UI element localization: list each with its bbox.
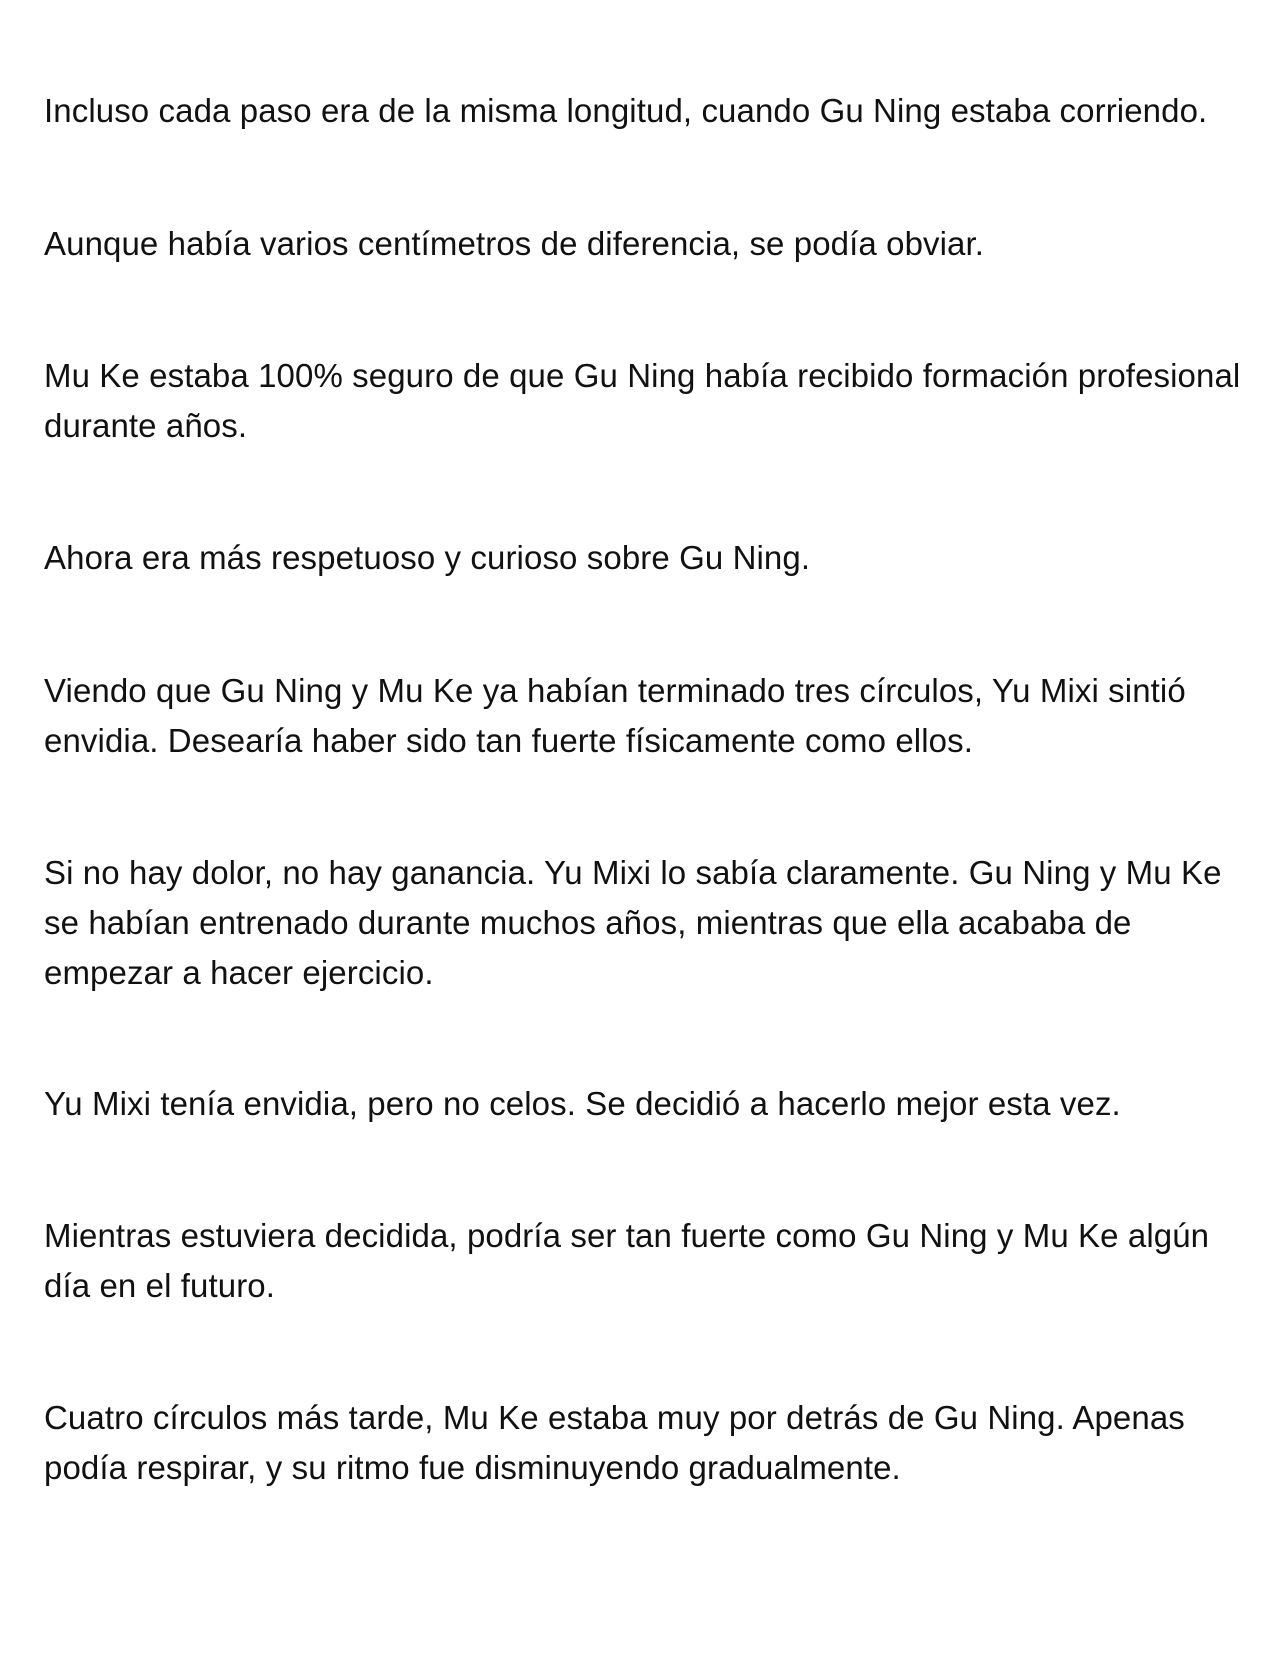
paragraph-4: Ahora era más respetuoso y curioso sobre Gu Ning. [44, 539, 811, 576]
paragraph-6: Si no hay dolor, no hay ganancia. Yu Mixi lo sabía claramente. Gu Ning y Mu Ke se habían entrenado durante muchos años, mientras que ella acababa de empezar a hacer ejercicio. [44, 854, 1222, 991]
paragraph-3: Mu Ke estaba 100% seguro de que Gu Ning había recibido formación profesional durante años. [44, 357, 1241, 444]
paragraph-2: Aunque había varios centímetros de diferencia, se podía obviar. [44, 225, 985, 262]
paragraph-1: Incluso cada paso era de la misma longitud, cuando Gu Ning estaba corriendo. [44, 92, 1208, 129]
paragraph-9: Cuatro círculos más tarde, Mu Ke estaba muy por detrás de Gu Ning. Apenas podía respirar, y su ritmo fue disminuyendo gradualmente. [44, 1399, 1185, 1486]
paragraph-7: Yu Mixi tenía envidia, pero no celos. Se decidió a hacerlo mejor esta vez. [44, 1085, 1121, 1122]
paragraph-8: Mientras estuviera decidida, podría ser tan fuerte como Gu Ning y Mu Ke algún día en el futuro. [44, 1217, 1210, 1304]
paragraph-5: Viendo que Gu Ning y Mu Ke ya habían terminado tres círculos, Yu Mixi sintió envidia. Desearía haber sido tan fuerte físicamente como ellos. [44, 672, 1186, 759]
